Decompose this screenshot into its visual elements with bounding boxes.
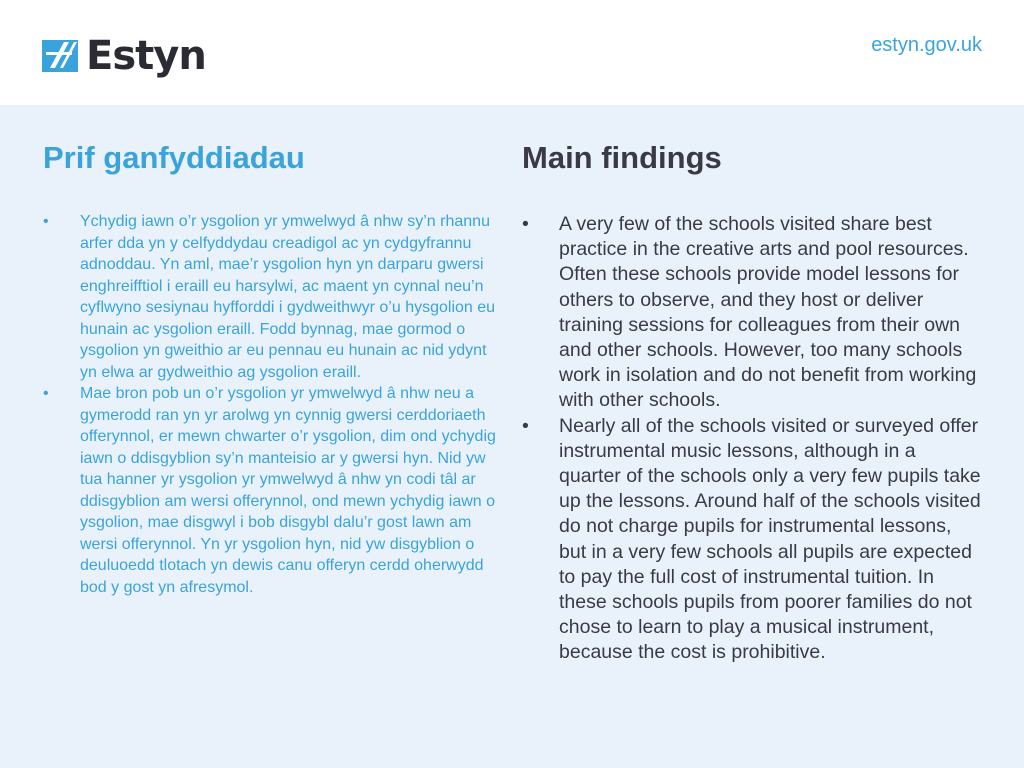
list-item [43, 383, 498, 598]
list-item [522, 212, 982, 414]
finding-text: Mae bron pob un o’r ysgolion yr ymwelwyd â nhw neu a gymerodd ran yn yr arolwg yn cynnig gwersi cerddoriaeth offerynnol, er mewn chwarter o’r ysgolion, dim ond ychydig iawn o ddisgyblion sy’n manteisio ar y gwersi hyn. Nid yw tua hanner yr ysgolion yr ymwelwyd â nhw yn codi tâl ar ddisgyblion am wersi offerynnol, ond mewn ychydig iawn o ysgolion, mae disgwyl i bob disgybl dalu’r gost lawn am wersi offerynnol. Yn yr ysgolion hyn, nid yw disgyblion o deuluoedd tlotach yn dewis canu offeryn cerdd oherwydd bod y gost yn afresymol. [80, 385, 496, 596]
bullet-icon: • [522, 414, 529, 437]
list-item [43, 211, 498, 383]
welsh-column [43, 141, 498, 598]
brand-name: Estyn [86, 33, 206, 79]
estyn-logo-icon [42, 38, 78, 74]
bullet-icon: • [522, 213, 529, 235]
bullet-icon: • [43, 213, 49, 230]
finding-text: A very few of the schools visited share best practice in the creative arts and pool resources. Often these schools provide model lessons for others to observe, and they host or deliver training sessions for colleagues from their own and other schools. However, too many schools work in isolation and do not benefit from working with other schools. [559, 213, 977, 412]
bullet-icon: • [43, 385, 49, 402]
english-findings-list [522, 212, 982, 666]
english-heading: Main findings [522, 140, 722, 175]
finding-text: Nearly all of the schools visited or surveyed offer instrumental music lessons, although in a quarter of the schools only a very few pupils take up the lessons. Around half of the schools visited do not charge pupils for instrumental lessons, but in a very few schools all pupils are expected to pay the full cost of instrumental tuition. In these schools pupils from poorer families do not chose to learn to play a musical instrument, because the cost is prohibitive. [559, 414, 981, 664]
welsh-findings-list [43, 211, 498, 598]
page-header [0, 0, 1024, 105]
main-content [0, 105, 1024, 768]
welsh-heading: Prif ganfyddiadau [43, 140, 305, 175]
english-column [522, 141, 982, 666]
site-url-link[interactable]: estyn.gov.uk [871, 34, 982, 56]
estyn-logo[interactable] [42, 30, 206, 82]
list-item [522, 414, 982, 666]
finding-text: Ychydig iawn o’r ysgolion yr ymwelwyd â nhw sy’n rhannu arfer dda yn y celfyddydau creadigol ac yn cydgyfrannu adnoddau. Yn aml, mae’r ysgolion hyn yn darparu gwersi enghreifftiol i eraill eu harsylwi, ac maent yn cynnal neu’n cyflwyno sesiynau hyfforddi i gydweithwyr o’u hysgolion eu hunain ac ysgolion eraill. Fodd bynnag, mae gormod o ysgolion yn gweithio ar eu pennau eu hunain ac nid ydynt yn elwa ar gydweithio ag ysgolion eraill. [80, 213, 496, 381]
